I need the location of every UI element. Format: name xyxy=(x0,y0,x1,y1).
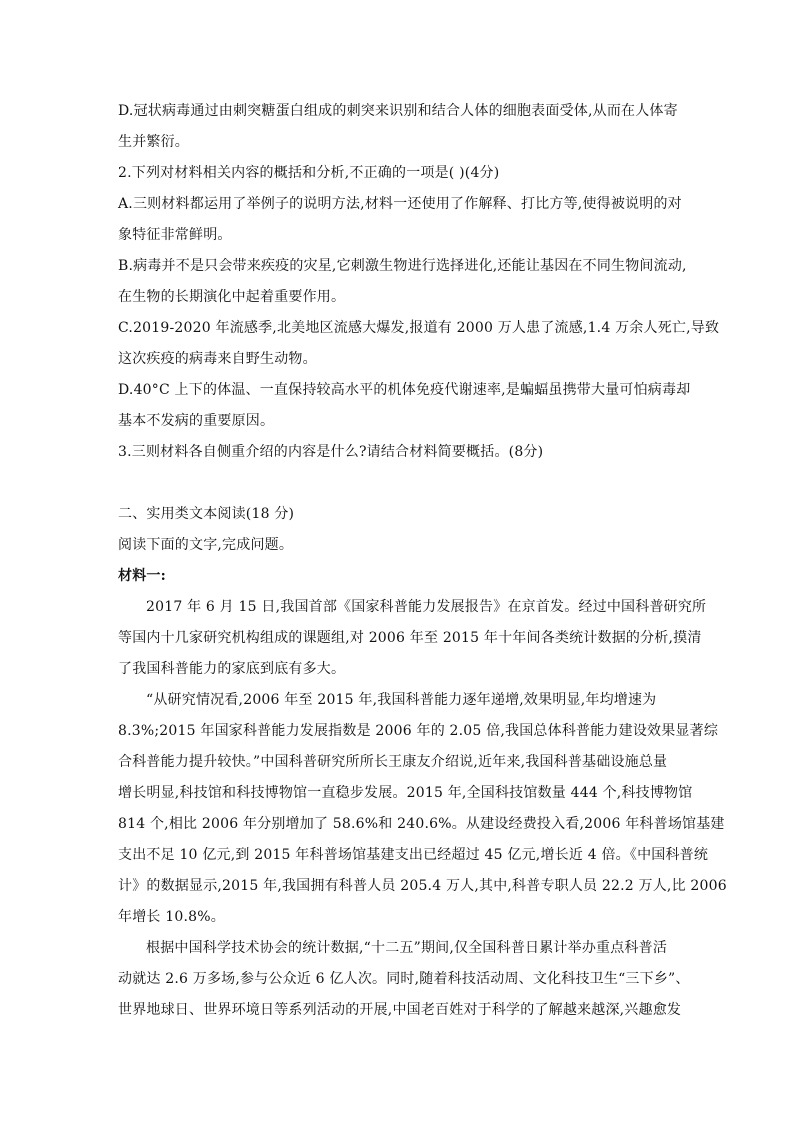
material-label: 材料一: xyxy=(118,568,166,584)
document-page xyxy=(118,96,727,1026)
question1-option-d-line1: D.冠状病毒通过由刺突糖蛋白组成的刺突来识别和结合人体的细胞表面受体,从而在人体寄 xyxy=(118,103,678,119)
question3-stem: 3.三则材料各自侧重介绍的内容是什么?请结合材料简要概括。(8分) xyxy=(118,444,544,460)
section2-heading: 二、实用类文本阅读(18 分) xyxy=(118,506,295,522)
paragraph2-line3: 合科普能力提升较快。”中国科普研究所所长王康友介绍说,近年来,我国科普基础设施总量 xyxy=(118,754,668,770)
paragraph3-line3: 世界地球日、世界环境日等系列活动的开展,中国老百姓对于科学的了解越来越深,兴趣愈发 xyxy=(118,1002,682,1018)
paragraph2-line4: 增长明显,科技馆和科技博物馆一直稳步发展。2015 年,全国科技馆数量 444 个,科技博物馆 xyxy=(118,785,693,801)
question2-option-b-line2: 在生物的长期演化中起着重要作用。 xyxy=(118,289,346,305)
question2-option-b-line1: B.病毒并不是只会带来疾疫的灾星,它刺激生物进行选择进化,还能让基因在不同生物间流动, xyxy=(118,258,687,274)
paragraph3-line1: 根据中国科学技术协会的统计数据,“十二五”期间,仅全国科普日累计举办重点科普活 xyxy=(146,940,668,956)
question2-option-d-line2: 基本不发病的重要原因。 xyxy=(118,413,275,429)
question1-option-d-line2: 生并繁衍。 xyxy=(118,134,189,150)
question2-option-d-line1: D.40°C 上下的体温、一直保持较高水平的机体免疫代谢速率,是蝙蝠虽携带大量可怕病毒却 xyxy=(118,382,691,398)
paragraph2-line6: 支出不足 10 亿元,到 2015 年科普场馆基建支出已经超过 45 亿元,增长近 4 倍。《中国科普统 xyxy=(118,847,709,863)
paragraph2-line5: 814 个,相比 2006 年分别增加了 58.6%和 240.6%。从建设经费投入看,2006 年科普场馆基建 xyxy=(118,816,725,832)
paragraph1-line1: 2017 年 6 月 15 日,我国首部《国家科普能力发展报告》在京首发。经过中国科普研究所 xyxy=(146,599,707,615)
paragraph2-line2: 8.3%;2015 年国家科普能力发展指数是 2006 年的 2.05 倍,我国总体科普能力建设效果显著综 xyxy=(118,723,719,739)
paragraph1-line2: 等国内十几家研究机构组成的课题组,对 2006 年至 2015 年十年间各类统计数据的分析,摸清 xyxy=(118,630,702,646)
paragraph2-line8: 年增长 10.8%。 xyxy=(118,909,225,925)
section-spacer xyxy=(118,468,678,499)
question2-option-c-line2: 这次疾疫的病毒来自野生动物。 xyxy=(118,351,317,367)
paragraph3-line2: 动就达 2.6 万多场,参与公众近 6 亿人次。同时,随着科技活动周、文化科技卫生“三下乡”、 xyxy=(118,971,690,987)
question2-option-a-line2: 象特征非常鲜明。 xyxy=(118,227,232,243)
question2-option-c-line1: C.2019-2020 年流感季,北美地区流感大爆发,报道有 2000 万人患了流感,1.4 万余人死亡,导致 xyxy=(118,320,720,336)
question2-stem: 2.下列对材料相关内容的概括和分析,不正确的一项是( )(4分) xyxy=(118,165,500,181)
paragraph2-line1: “从研究情况看,2006 年至 2015 年,我国科普能力逐年递增,效果明显,年均增速为 xyxy=(146,692,657,708)
section2-instruction: 阅读下面的文字,完成问题。 xyxy=(118,537,294,553)
question2-option-a-line1: A.三则材料都运用了举例子的说明方法,材料一还使用了作解释、打比方等,使得被说明的对 xyxy=(118,196,682,212)
paragraph1-line3: 了我国科普能力的家底到底有多大。 xyxy=(118,661,346,677)
paragraph2-line7: 计》的数据显示,2015 年,我国拥有科普人员 205.4 万人,其中,科普专职人员 22.2 万人,比 2006 xyxy=(118,878,727,894)
